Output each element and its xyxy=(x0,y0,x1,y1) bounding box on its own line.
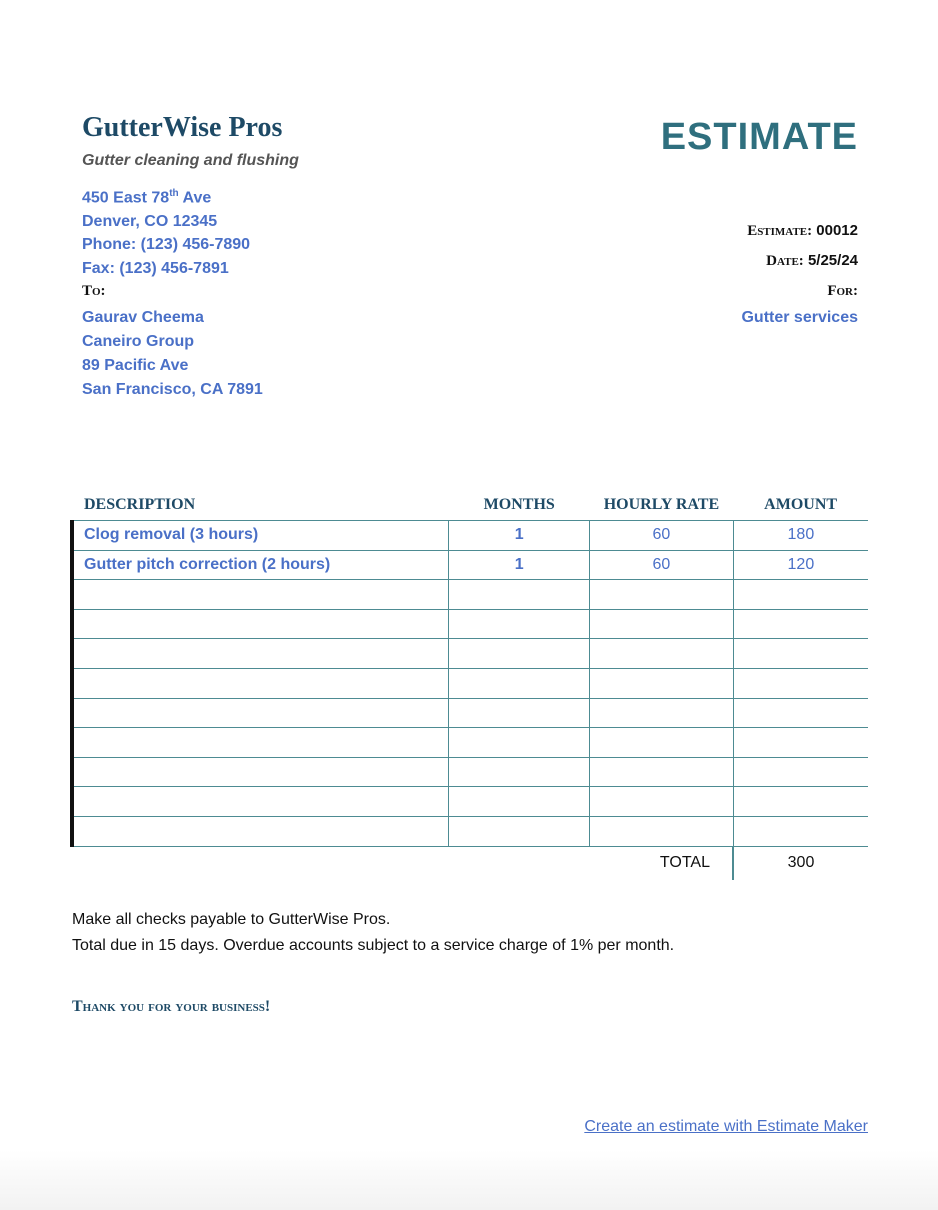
row-months xyxy=(449,757,590,787)
company-tagline: Gutter cleaning and flushing xyxy=(82,152,299,169)
row-description: Clog removal (3 hours) xyxy=(72,521,449,551)
row-description: Gutter pitch correction (2 hours) xyxy=(72,550,449,580)
row-months xyxy=(449,668,590,698)
payable-note: Make all checks payable to GutterWise Pros. xyxy=(72,911,391,928)
row-months xyxy=(449,816,590,846)
table-row xyxy=(72,639,868,669)
row-months xyxy=(449,580,590,610)
ordinal-suffix: th xyxy=(169,188,179,199)
row-hourly-rate xyxy=(590,698,734,728)
row-amount: 180 xyxy=(733,521,868,551)
estimate-maker-link[interactable]: Create an estimate with Estimate Maker xyxy=(584,1118,868,1135)
recipient-name: Gaurav Cheema xyxy=(82,309,204,326)
row-hourly-rate xyxy=(590,639,734,669)
row-months: 1 xyxy=(449,521,590,551)
row-hourly-rate xyxy=(590,668,734,698)
row-amount xyxy=(733,757,868,787)
estimate-date: 5/25/24 xyxy=(807,252,858,269)
col-header-months: MONTHS xyxy=(449,490,590,521)
row-hourly-rate xyxy=(590,757,734,787)
terms-note: Total due in 15 days. Overdue accounts subject to a service charge of 1% per month. xyxy=(72,937,675,954)
estimate-number-label: Estimate: xyxy=(747,223,813,239)
recipient-street: 89 Pacific Ave xyxy=(82,357,189,374)
line-items-table xyxy=(70,490,868,847)
table-row xyxy=(72,787,868,817)
estimate-number-line xyxy=(747,222,858,240)
row-months xyxy=(449,698,590,728)
row-months xyxy=(449,609,590,639)
row-months xyxy=(449,639,590,669)
document-title: ESTIMATE xyxy=(660,116,858,158)
row-hourly-rate xyxy=(590,816,734,846)
row-months xyxy=(449,787,590,817)
row-hourly-rate xyxy=(590,609,734,639)
row-hourly-rate: 60 xyxy=(590,521,734,551)
row-months xyxy=(449,728,590,758)
company-phone: Phone: (123) 456-7890 xyxy=(82,236,251,253)
row-description xyxy=(72,787,449,817)
table-row xyxy=(72,698,868,728)
for-label xyxy=(827,283,858,300)
recipient-city: San Francisco, CA 7891 xyxy=(82,381,263,398)
table-row xyxy=(72,609,868,639)
row-description xyxy=(72,728,449,758)
table-row xyxy=(72,757,868,787)
to-label: To: xyxy=(82,283,106,299)
total-label: TOTAL xyxy=(659,854,710,871)
table-row xyxy=(72,550,868,580)
table-row xyxy=(72,728,868,758)
row-hourly-rate xyxy=(590,728,734,758)
estimate-number: 00012 xyxy=(816,222,858,239)
for-label-text: For: xyxy=(827,283,858,299)
street-number-text: 450 East 78 xyxy=(82,189,170,207)
row-description xyxy=(72,639,449,669)
company-address-city: Denver, CO 12345 xyxy=(82,213,218,230)
table-row xyxy=(72,816,868,846)
recipient-company: Caneiro Group xyxy=(82,333,195,350)
col-header-description: DESCRIPTION xyxy=(72,490,449,521)
row-amount xyxy=(733,698,868,728)
table-row xyxy=(72,668,868,698)
row-description xyxy=(72,757,449,787)
row-months: 1 xyxy=(449,550,590,580)
page-bottom-shade xyxy=(0,1150,938,1210)
row-hourly-rate: 60 xyxy=(590,550,734,580)
row-amount xyxy=(733,816,868,846)
row-description xyxy=(72,668,449,698)
col-header-hourly-rate: HOURLY RATE xyxy=(590,490,734,521)
row-description xyxy=(72,609,449,639)
row-amount xyxy=(733,609,868,639)
row-amount xyxy=(733,580,868,610)
table-header-row xyxy=(72,490,868,521)
row-description xyxy=(72,580,449,610)
company-address-street xyxy=(82,188,211,207)
col-header-amount: AMOUNT xyxy=(733,490,868,521)
row-description xyxy=(72,816,449,846)
row-amount xyxy=(733,728,868,758)
company-name: GutterWise Pros xyxy=(82,112,283,143)
company-fax: Fax: (123) 456-7891 xyxy=(82,260,229,277)
row-hourly-rate xyxy=(590,787,734,817)
table-row xyxy=(72,580,868,610)
row-amount xyxy=(733,668,868,698)
row-hourly-rate xyxy=(590,580,734,610)
estimate-date-line xyxy=(766,252,858,270)
total-value: 300 xyxy=(787,854,815,871)
date-label: Date: xyxy=(766,253,804,269)
street-suffix-text: Ave xyxy=(178,189,212,207)
row-amount xyxy=(733,787,868,817)
for-value: Gutter services xyxy=(741,309,858,326)
row-amount: 120 xyxy=(733,550,868,580)
row-description xyxy=(72,698,449,728)
row-amount xyxy=(733,639,868,669)
table-row xyxy=(72,521,868,551)
thank-you-message: Thank you for your business! xyxy=(72,998,271,1015)
